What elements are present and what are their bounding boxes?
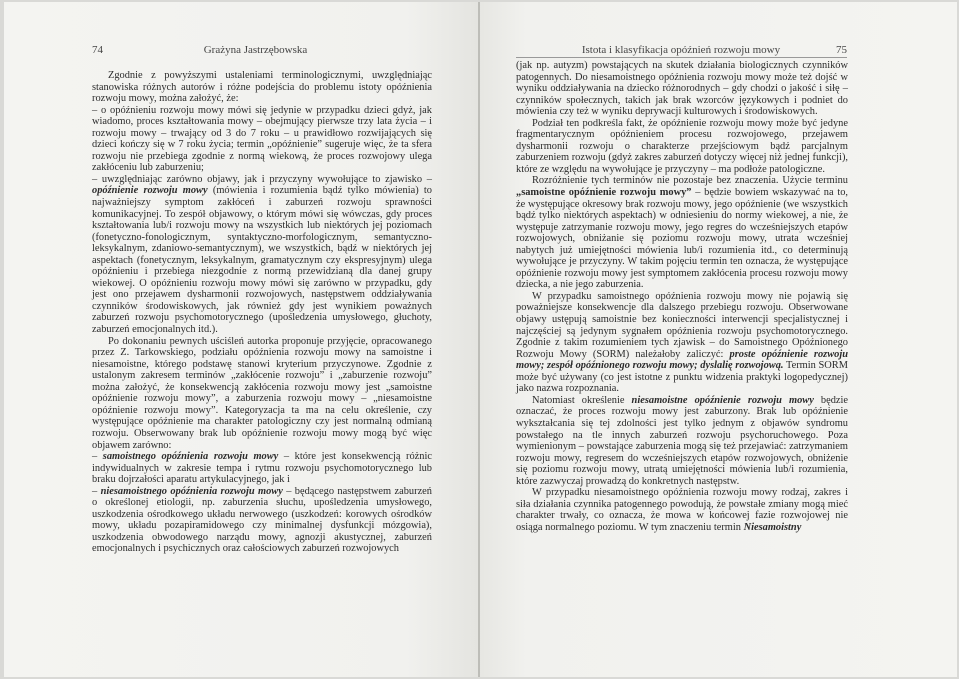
paragraph	[516, 487, 848, 533]
term-emphasis: niesamoistnego opóźnienia rozwoju mowy	[100, 485, 283, 497]
text-run: W przypadku niesamoistnego opóźnienia rozwoju mowy rodzaj, zakres i siła działania czynnika patogennego powodują, że powstałe zmiany mogą mieć charakter trwały, co oznacza, że mowa w końcowej fazie rozwojowej nie osiąga normalnego poziomu. W tym znaczeniu termin	[516, 487, 848, 533]
right-page	[478, 2, 957, 677]
paragraph	[92, 486, 432, 555]
header-rule	[516, 57, 847, 58]
term-emphasis: samoistnego opóźnienia rozwoju mowy	[102, 451, 279, 463]
text-run: W przypadku samoistnego opóźnienia rozwoju mowy nie pojawią się poważniejsze konsekwencje dla dalszego przebiegu rozwoju. Obserwowane objawy ustępują samoistnie bez konieczności interwencji specjalistycznej i najczęściej są jedynym sygnałem opóźnienia rozwoju psychomotorycznego. Zgodnie z takim rozumieniem tych zjawisk – do Samoistnego Opóźnionego Rozwoju Mowy (SORM) należałoby zaliczyć:	[516, 290, 848, 360]
term-emphasis: Niesamoistny	[743, 521, 802, 533]
text-run: Natomiast określenie	[532, 394, 632, 406]
right-body-text	[516, 60, 848, 533]
text-run: –	[92, 485, 101, 497]
right-running-header	[516, 44, 847, 56]
term-emphasis: „samoistne opóźnienie rozwoju mowy”	[516, 187, 692, 199]
paragraph	[516, 395, 848, 487]
paragraph: Zgodnie z powyższymi ustaleniami terminologicznymi, uwzględniając stanowiska różnych autorów i różne podejścia do problemu istoty opóźnienia rozwoju mowy, można założyć, że:	[92, 70, 432, 105]
text-run: (mówienia i rozumienia bądź tylko mówienia) to najważniejszy symptom zakłóceń i zaburzeń rozwoju sprawności komunikacyjnej. To zespół objawowy, o którym mówi się wówczas, gdy proces kształtowania lub/i rozwoju mowy na wszystkich lub niektórych jej poziomach (fonetyczno-fonologicznym, syntaktyczno-morfologicznym, semantyczno-leksykalnym, zdaniowo-semantycznym), we wszystkich, bądź w niektórych jej aspektach (fonetycznym, leksykalnym, gramatycznym czy ekspresyjnym) ulega opóźnieniu i przebiega niezgodnie z normą przewidzianą dla danej grupy wiekowej. O opóźnieniu rozwoju mowy mówi się zarówno w przypadku, gdy jest ono przejawem dysharmonii rozwojowych, następstwem oddziaływania czynników środowiskowych, jak również gdy jest wynikiem poważnych zaburzeń rozwoju psychomotorycznego (upośledzenia umysłowego, głuchoty, zaburzeń emocjonalnych itd.).	[92, 185, 432, 336]
paragraph: Po dokonaniu pewnych uściśleń autorka proponuje przyjęcie, opracowanego przez Z. Tarkowskiego, podziału opóźnienia rozwoju mowy na samoistne i niesamoistne, którego podstawę stanowi kryterium przyczynowe. Zgodnie z ustalonym zakresem terminów „zakłócenie rozwoju” i „zaburzenie rozwoju” można założyć, że konsekwencją zakłócenia rozwoju mowy jest „samoistne opóźnienie rozwoju mowy”, a zaburzenia rozwoju mowy – „niesamoistne opóźnienie rozwoju mowy”. Kategoryzacja ta ma na celu określenie, czy występujące opóźnienie ma charakter patologiczny czy jest normalną odmianą rozwoju. Obserwowany brak lub opóźnienie rozwoju mowy mogą być więc objawem zarówno:	[92, 335, 432, 451]
book-spread	[4, 2, 957, 677]
paragraph	[92, 174, 432, 336]
text-run: – uwzględniając zarówno objawy, jak i przyczyny wywołujące to zjawisko –	[92, 173, 432, 185]
paragraph	[516, 175, 848, 290]
right-page-number: 75	[835, 44, 847, 56]
text-run: –	[92, 451, 103, 463]
left-page-number: 74	[92, 44, 103, 56]
paragraph	[92, 451, 432, 486]
paragraph: Podział ten podkreśla fakt, że opóźnienie rozwoju mowy może być jedyne fragmentarycznym opóźnieniem procesu rozwojowego, przejawem dysharmonii rozwoju o charakterze przejściowym bądź parcjalnym zaburzeniem rozwoju (gdyż zakres zaburzeń dotyczy więcej niż jednej funkcji), które ze względu na wywołujące je przyczyny – ma podłoże patologiczne.	[516, 117, 848, 175]
term-emphasis: niesamoistne opóźnienie rozwoju mowy	[631, 394, 814, 406]
left-running-header	[92, 44, 418, 56]
text-run: – będącego następstwem zaburzeń o określonej etiologii, np. zaburzenia słuchu, upośledzenia umysłowego, uszkodzenia ośrodkowego układu nerwowego (uszkodzeń: korowych ośrodków mowy, układu pozapiramidowego czy minimalnej dysfunkcji mózgowia), uszkodzenia obwodowego narządu mowy, agnozji akustycznej, zaburzeń emocjonalnych i psychicznych oraz całościowych zaburzeń rozwojowych	[92, 485, 432, 555]
paragraph: (jak np. autyzm) powstających na skutek działania biologicznych czynników patogennych. Do niesamoistnego opóźnienia rozwoju mowy może też dojść w wyniku oddziaływania na dziecko różnorodnych – gdy chodzi o jakość i siłę – czynników społecznych, takich jak brak wzorców językowych i podniet do mówienia czy też w wyniku deprywacji kulturowych i środowiskowych.	[516, 60, 848, 118]
right-running-head: Istota i klasyfikacja opóźnień rozwoju mowy	[581, 44, 781, 56]
paragraph: – o opóźnieniu rozwoju mowy mówi się jedynie w przypadku dzieci gdyż, jak wiadomo, proces kształtowania mowy – obejmujący pierwsze trzy lata życia – i rozwoju mowy – trwający od 3 do 7 roku – u prawidłowo rozwijających się dzieci kończy się w 7 roku życia; termin „opóźnienie” sugeruje więc, że ta sfera rozwoju nie przebiega zgodnie z normą wiekową, że proces rozwojowy ulega zakłóceniu lub zaburzeniu;	[92, 104, 432, 174]
term-emphasis: proste opóźnienie rozwoju mowy; zespół opóźnionego rozwoju mowy; dyslalię rozwojową.	[516, 348, 848, 372]
left-running-head: Grażyna Jastrzębowska	[203, 44, 308, 56]
text-run: – które jest konsekwencją różnic indywidualnych w zakresie tempa i rytmu rozwoju psychomotorycznego lub braku dojrzałości aparatu artykulacyjnego, jak i	[92, 451, 432, 486]
text-run: – będzie bowiem wskazywać na to, że występujące okresowy brak rozwoju mowy, jego opóźnienie (we wszystkich bądź tylko niektórych aspektach) w odniesieniu do normy wiekowej, a nie, że występuje zatrzymanie rozwoju mowy, jego regres do wcześniejszych etapów rozwojowych, obniżanie się poziomu rozwoju mowy, utrata wcześniej nabytych już umiejętności mówienia lub/i rozumienia itd., co determinują wywołujące je przyczyny. W takim pojęciu termin ten oznacza, że występujące opóźnienie rozwoju mowy jest symptomem zakłócenia procesu rozwoju mowy dziecka, a nie jego zaburzenia.	[516, 187, 848, 291]
book-gutter	[478, 2, 480, 677]
text-run: Termin SORM może być używany (co jest istotne z punktu widzenia praktyki logopedycznej) jako nazwa rozpoznania.	[516, 360, 848, 395]
text-run: Rozróżnienie tych terminów nie pozostaje bez znaczenia. Użycie terminu	[532, 175, 848, 187]
term-emphasis: opóźnienie rozwoju mowy	[92, 185, 208, 197]
left-body-text	[92, 70, 432, 555]
left-page	[4, 2, 478, 677]
paragraph	[516, 291, 848, 395]
text-run: będzie oznaczać, że proces rozwoju mowy jest zaburzony. Brak lub opóźnienie wykształcania się tej zdolności jest tylko jednym z objawów syndromu powstałego na tle innych zaburzeń rozwoju psychoruchowego. Poza wymienionym – powstające zaburzenia mogą się też przejawiać: zatrzymaniem rozwoju mowy, regresem do wcześniejszych etapów rozwojowych, obniżenie się poziomu rozwoju mowy, utratą umiejętności mówienia lub/i rozumienia, które zazwyczaj prowadzą do konkretnych następstw.	[516, 394, 849, 487]
